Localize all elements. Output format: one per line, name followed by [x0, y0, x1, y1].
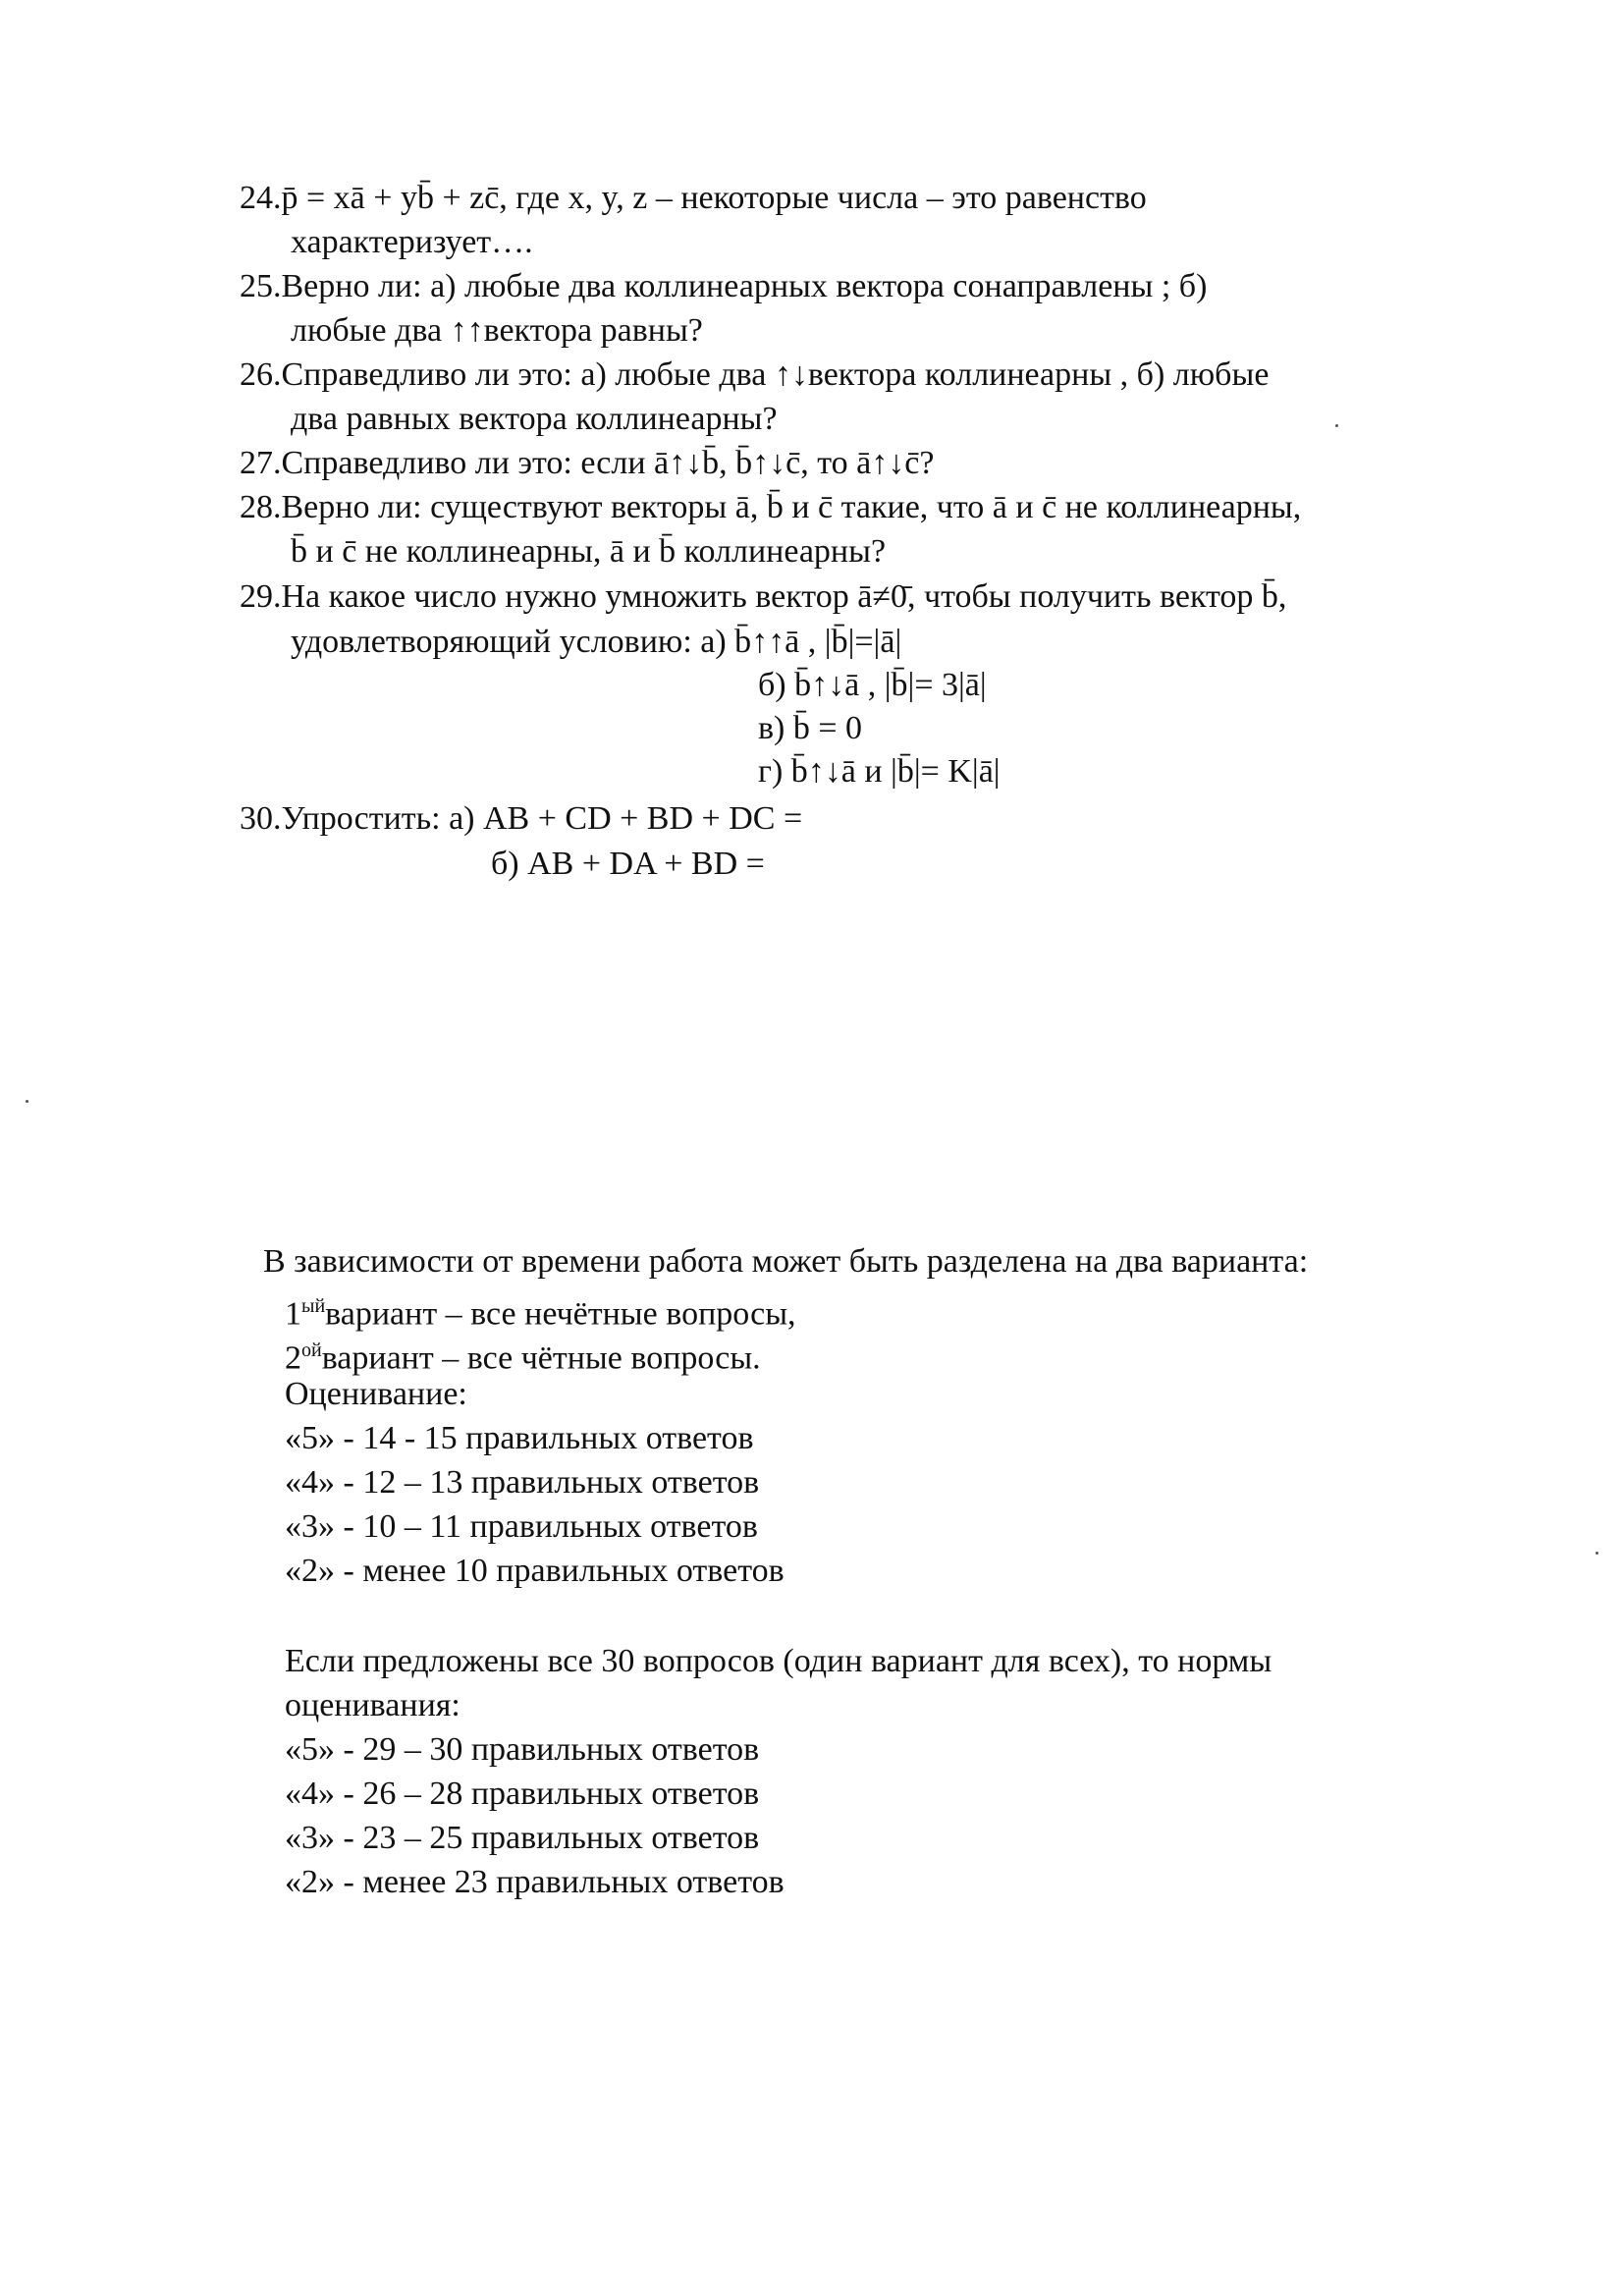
grade-5-criteria: «5» - 14 - 15 правильных ответов: [285, 1420, 754, 1456]
question-30-line-1: 30.Упростить: а) AB + CD + BD + DC =: [240, 800, 803, 837]
grading-title: Оценивание:: [285, 1376, 467, 1412]
question-28-line-2: b̄ и c̄ не коллинеарны, ā и b̄ коллинеарны?: [291, 533, 887, 570]
question-24-line-1: 24.p̄ = xā + yb̄ + zc̄, где x, y, z – некоторые числа – это равенство: [240, 180, 1147, 216]
all30-grade-4-criteria: «4» - 26 – 28 правильных ответов: [285, 1776, 760, 1812]
question-28-line-1: 28.Верно ли: существуют векторы ā, b̄ и c̄ такие, что ā и c̄ не коллинеарны,: [240, 489, 1302, 525]
all30-intro-line-2: оценивания:: [285, 1687, 460, 1723]
grade-3-criteria: «3» - 10 – 11 правильных ответов: [285, 1508, 758, 1545]
question-29-option-b: б) b̄↑↓ā , |b̄|= 3|ā|: [758, 667, 987, 703]
variant-1-suffix: ый: [301, 1295, 326, 1317]
question-25-line-1: 25.Верно ли: а) любые два коллинеарных вектора сонаправлены ; б): [240, 268, 1208, 304]
variant-2-line: [285, 1331, 761, 1378]
variant-1-number: 1: [285, 1295, 301, 1333]
question-29-option-d: г) b̄↑↓ā и |b̄|= K|ā|: [758, 753, 1001, 790]
question-30-line-2: б) AB + DA + BD =: [491, 846, 765, 882]
question-26-line-2: два равных вектора коллинеарны?: [291, 401, 778, 437]
grade-2-criteria: «2» - менее 10 правильных ответов: [285, 1553, 785, 1589]
scan-speck: [1335, 424, 1338, 427]
question-24-line-2: характеризует….: [291, 224, 533, 260]
variant-2-number: 2: [285, 1339, 301, 1377]
all30-grade-2-criteria: «2» - менее 23 правильных ответов: [285, 1864, 785, 1900]
all30-intro-line-1: Если предложены все 30 вопросов (один вариант для всех), то нормы: [285, 1643, 1272, 1679]
variant-2-text: вариант – все чётные вопросы.: [321, 1339, 761, 1377]
question-29-line-2: удовлетворяющий условию: а) b̄↑↑ā , |b̄|=|ā|: [291, 624, 902, 660]
scan-speck: [1596, 1552, 1598, 1555]
all30-grade-3-criteria: «3» - 23 – 25 правильных ответов: [285, 1820, 760, 1856]
variant-1-text: вариант – все нечётные вопросы,: [325, 1295, 796, 1333]
question-25-line-2: любые два ↑↑вектора равны?: [291, 312, 703, 349]
variants-intro: В зависимости от времени работа может быть разделена на два варианта:: [263, 1243, 1309, 1280]
question-29-option-c: в) b̄ = 0: [758, 710, 863, 746]
question-27-line-1: 27.Справедливо ли это: если ā↑↓b̄, b̄↑↓c̄, то ā↑↓c̄?: [240, 445, 935, 481]
question-26-line-1: 26.Справедливо ли это: а) любые два ↑↓вектора коллинеарны , б) любые: [240, 356, 1270, 393]
grade-4-criteria: «4» - 12 – 13 правильных ответов: [285, 1464, 760, 1501]
scan-speck: [26, 1100, 28, 1103]
variant-1-line: [285, 1286, 796, 1334]
all30-grade-5-criteria: «5» - 29 – 30 правильных ответов: [285, 1731, 760, 1768]
question-29-line-1: 29.На какое число нужно умножить вектор ā≠0̄, чтобы получить вектор b̄,: [240, 578, 1287, 615]
variant-2-suffix: ой: [301, 1339, 322, 1361]
